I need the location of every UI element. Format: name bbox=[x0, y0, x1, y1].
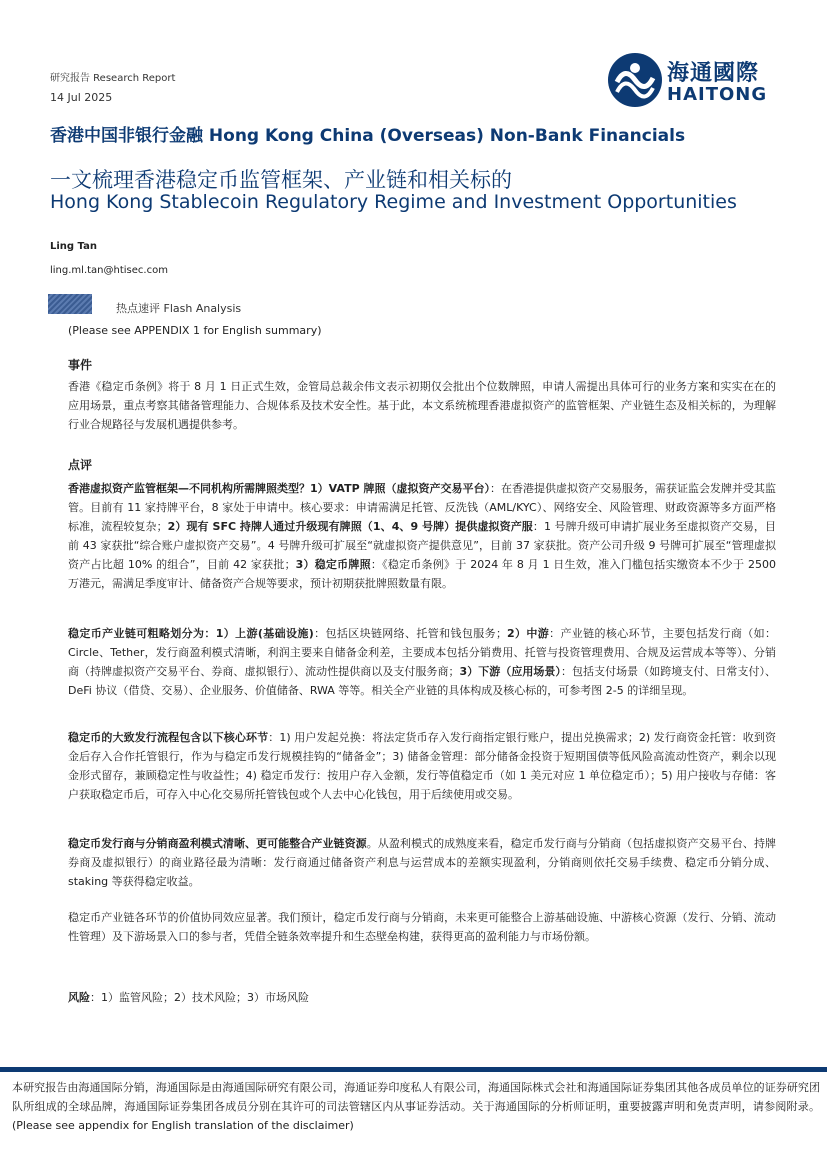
comment-heading: 点评 bbox=[68, 458, 93, 472]
report-type: 研究报告 Research Report bbox=[50, 73, 176, 84]
p1-bold-3: 3）稳定币牌照 bbox=[295, 558, 371, 571]
p2-text-3: ：包括支付场景（如跨境支付、日常支付）、DeFi 协议（借贷、交易）、企业服务、价值储备、RWA 等等。相关全产业链的具体构成及核心标的，可参考图 2-5 的详细呈现。 bbox=[68, 665, 777, 697]
p2-text-2: ：产业链的核心环节，主要包括发行商（如：Circle、Tether，发行商盈利模式清晰，利润主要来自储备金利差，主要成本包括分销费用、托管与投资管理费用、合规及运营成本等等）、分销商（持牌虚拟资产交易平台、券商、虚拟银行）、流动性提供商以及支付服务商； bbox=[68, 627, 777, 678]
logo-en-text: HAITONG bbox=[667, 84, 768, 105]
p2-text-1: ：包括区块链网络、托管和钱包服务； bbox=[313, 627, 507, 640]
risk-text: ：1）监管风险；2）技术风险；3）市场风险 bbox=[90, 991, 309, 1004]
haitong-logo-icon bbox=[607, 52, 663, 108]
p1-bold-2: 2）现有 SFC 持牌人通过升级现有牌照（1、4、9 号牌）提供虚拟资产服 bbox=[167, 520, 533, 533]
author-email[interactable]: ling.ml.tan@htisec.com bbox=[50, 265, 168, 276]
author-name: Ling Tan bbox=[50, 241, 97, 252]
event-paragraph: 香港《稳定币条例》将于 8 月 1 日正式生效，金管局总裁余伟文表示初期仅会批出个位数牌照，申请人需提出具体可行的业务方案和实实在在的应用场景，重点考察其储备管理能力、合规体系及技术安全性。基于此，本文系统梳理香港虚拟资产的监管框架、产业链生态及相关标的，为理解行业合规路径与发展机遇提供参考。 bbox=[68, 380, 776, 431]
report-title-cn: 一文梳理香港稳定币监管框架、产业链和相关标的 bbox=[50, 168, 512, 192]
risk-bold: 风险 bbox=[68, 991, 90, 1004]
p3-bold: 稳定币的大致发行流程包含以下核心环节 bbox=[68, 731, 269, 744]
paragraph-profit-model bbox=[68, 834, 776, 891]
sector-title: 香港中国非银行金融 Hong Kong China (Overseas) Non-Bank Financials bbox=[50, 126, 686, 146]
paragraph-industry-chain bbox=[68, 624, 776, 700]
p1-text-2: ：1 号牌升级可申请扩展业务至虚拟资产交易，目前 43 家获批“综合账户虚拟资产交易”。4 号牌升级可扩展至“就虚拟资产提供意见”，目前 37 家获批。资产公司升级 9 号牌可扩展至“管理虚拟资产占比超 10% 的组合”，目前 42 家获批； bbox=[68, 520, 777, 571]
p4-bold: 稳定币发行商与分销商盈利模式清晰、更可能整合产业链资源 bbox=[68, 837, 367, 850]
p3-text: ：1) 用户发起兑换：将法定货币存入发行商指定银行账户，提出兑换需求；2) 发行商资金托管：收到资金后存入合作托管银行，作为与稳定币发行规模挂钩的“储备金”；3) 储备金管理：部分储备金投资于短期国债等低风险高流动性资产，剩余以现金形式留存，兼顾稳定性与收益性；4) 稳定币发行：按用户存入金额，发行等值稳定币（如 1 美元对应 1 单位稳定币）；5) 用户接收与存储：客户获取稳定币后，可存入中心化交易所托管钱包或个人去中心化钱包，用于后续使用或交易。 bbox=[68, 731, 777, 801]
paragraph-synergy: 稳定币产业链各环节的价值协同效应显著。我们预计，稳定币发行商与分销商，未来更可能整合上游基础设施、中游核心资源（发行、分销、流动性管理）及下游场景入口的参与者，凭借全链条效率提升和生态壁垒构建，获得更高的盈利能力与市场份额。 bbox=[68, 911, 776, 943]
logo-cn-text: 海通國際 bbox=[667, 61, 760, 86]
appendix-note: (Please see APPENDIX 1 for English summary) bbox=[68, 324, 322, 337]
p2-bold-2: 2）中游 bbox=[506, 627, 550, 640]
p4-text: 。从盈利模式的成熟度来看，稳定币发行商与分销商（包括虚拟资产交易平台、持牌券商及虚拟银行）的商业路径最为清晰：发行商通过储备资产利息与运营成本的差额实现盈利，分销商则依托交易手续费、稳定币分销分成、staking 等获得稳定收益。 bbox=[68, 837, 777, 888]
report-title-en: Hong Kong Stablecoin Regulatory Regime and Investment Opportunities bbox=[50, 191, 737, 213]
paragraph-risk bbox=[68, 988, 776, 1007]
paragraph-issuance-flow bbox=[68, 728, 776, 804]
p2-bold-1: 稳定币产业链可粗略划分为：1）上游(基础设施) bbox=[68, 627, 314, 640]
p1-bold-1: 香港虚拟资产监管框架—不同机构所需牌照类型？1）VATP 牌照（虚拟资产交易平台） bbox=[68, 482, 490, 495]
paragraph-regulatory bbox=[68, 479, 776, 593]
footer-divider bbox=[0, 1067, 827, 1072]
p2-bold-3: 3）下游（应用场景） bbox=[459, 665, 561, 678]
disclaimer-text: 本研究报告由海通国际分销，海通国际是由海通国际研究有限公司，海通证券印度私人有限公司，海通国际株式会社和海通国际证券集团其他各成员单位的证券研究团队所组成的全球品牌，海通国际证券集团各成员分别在其许可的司法管辖区内从事证券活动。关于海通国际的分析师证明，重要披露声明和免责声明，请参阅附录。(Please see appendix for English translation of the disclaimer) bbox=[12, 1081, 820, 1132]
haitong-logo bbox=[607, 52, 772, 108]
flash-marker bbox=[48, 294, 92, 314]
p1-text-1: ：在香港提供虚拟资产交易服务，需获证监会发牌并受其监管。目前有 11 家持牌平台，8 家处于申请中。核心要求：申请需满足托管、反洗钱（AML/KYC）、网络安全、风险管理、财政资源等多方面严格标准，流程较复杂； bbox=[68, 482, 776, 533]
report-date: 14 Jul 2025 bbox=[50, 91, 113, 104]
flash-label: 热点速评 Flash Analysis bbox=[116, 302, 242, 315]
p1-text-3: ：《稳定币条例》于 2024 年 8 月 1 日生效，准入门槛包括实缴资本不少于 2500 万港元，需满足季度审计、储备资产合规等要求，预计初期获批牌照数量有限。 bbox=[68, 558, 777, 590]
event-heading: 事件 bbox=[68, 358, 93, 372]
